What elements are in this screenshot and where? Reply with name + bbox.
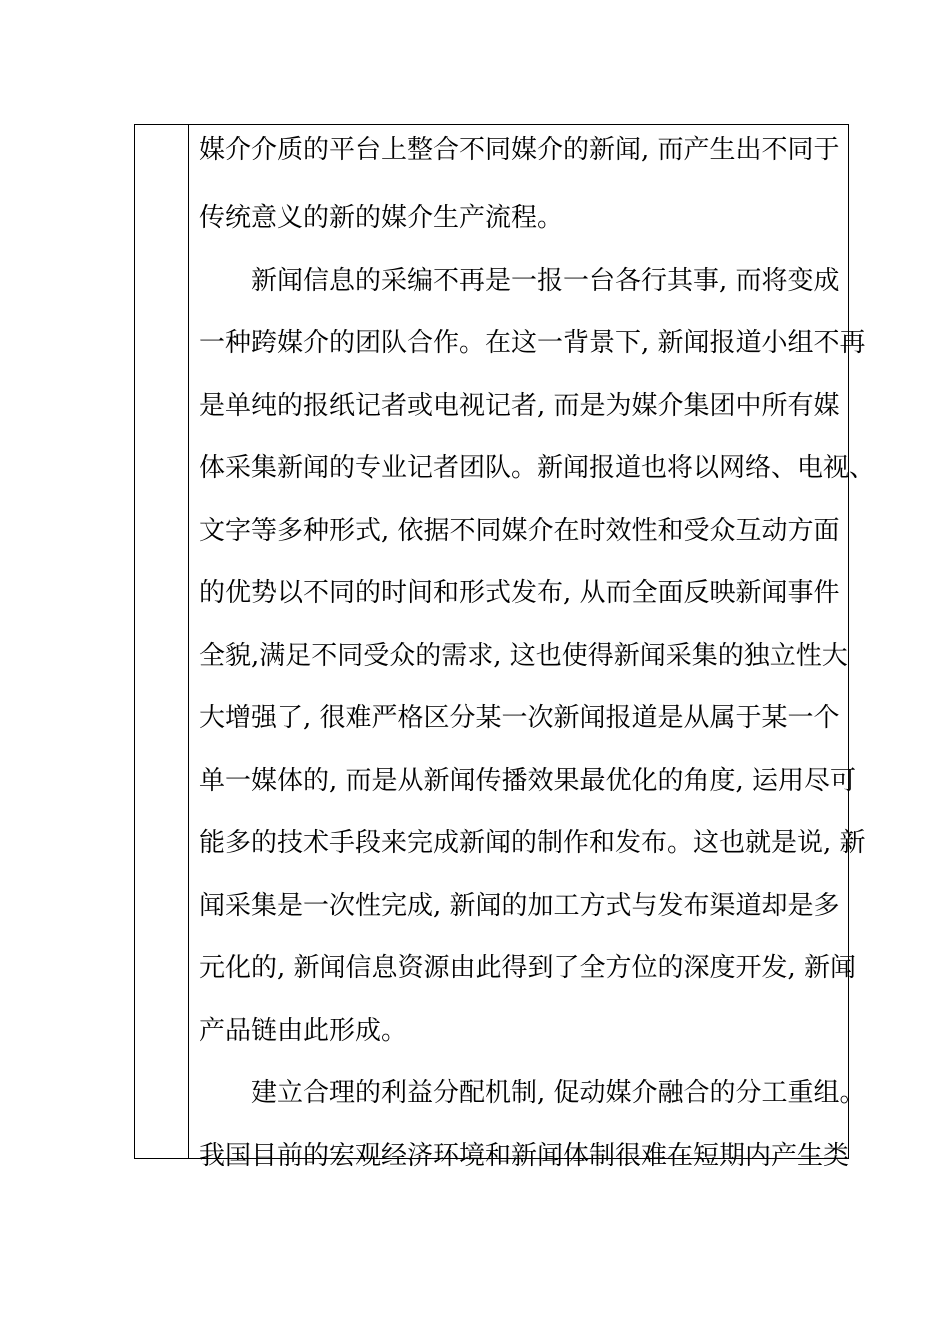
table-left-column bbox=[135, 125, 189, 1158]
text-line: 新闻信息的采编不再是一报一台各行其事, 而将变成 bbox=[251, 265, 840, 296]
table-content-column bbox=[189, 125, 879, 1171]
text-line: 全貌,满足不同受众的需求, 这也使得新闻采集的独立性大 bbox=[199, 640, 848, 671]
text-line: 是单纯的报纸记者或电视记者, 而是为媒介集团中所有媒 bbox=[199, 390, 840, 421]
document-table bbox=[134, 124, 876, 1171]
text-line: 文字等多种形式, 依据不同媒介在时效性和受众互动方面 bbox=[199, 515, 840, 546]
text-line: 大增强了, 很难严格区分某一次新闻报道是从属于某一个 bbox=[199, 703, 840, 733]
document-body bbox=[199, 125, 875, 1187]
text-line: 的优势以不同的时间和形式发布, 从而全面反映新闻事件 bbox=[199, 578, 840, 608]
paragraph bbox=[199, 125, 875, 250]
text-line: 体采集新闻的专业记者团队。新闻报道也将以网络、电视、 bbox=[199, 453, 876, 483]
paragraph bbox=[199, 250, 875, 1063]
text-line: 能多的技术手段来完成新闻的制作和发布。这也就是说, 新 bbox=[199, 828, 866, 858]
text-line: 元化的, 新闻信息资源由此得到了全方位的深度开发, 新闻 bbox=[199, 953, 857, 983]
text-line: 媒介介质的平台上整合不同媒介的新闻, 而产生出不同于 bbox=[199, 135, 840, 165]
text-line: 单一媒体的, 而是从新闻传播效果最优化的角度, 运用尽可 bbox=[199, 765, 857, 796]
text-line: 传统意义的新的媒介生产流程。 bbox=[199, 203, 564, 233]
text-line: 产品链由此形成。 bbox=[199, 1015, 408, 1046]
text-line: 建立合理的利益分配机制, 促动媒介融合的分工重组。 bbox=[251, 1078, 866, 1108]
paragraph bbox=[199, 1062, 875, 1187]
text-line: 一种跨媒介的团队合作。在这一背景下, 新闻报道小组不再 bbox=[199, 328, 866, 358]
text-line: 我国目前的宏观经济环境和新闻体制很难在短期内产生类 bbox=[199, 1140, 850, 1171]
text-line: 闻采集是一次性完成, 新闻的加工方式与发布渠道却是多 bbox=[199, 890, 840, 921]
